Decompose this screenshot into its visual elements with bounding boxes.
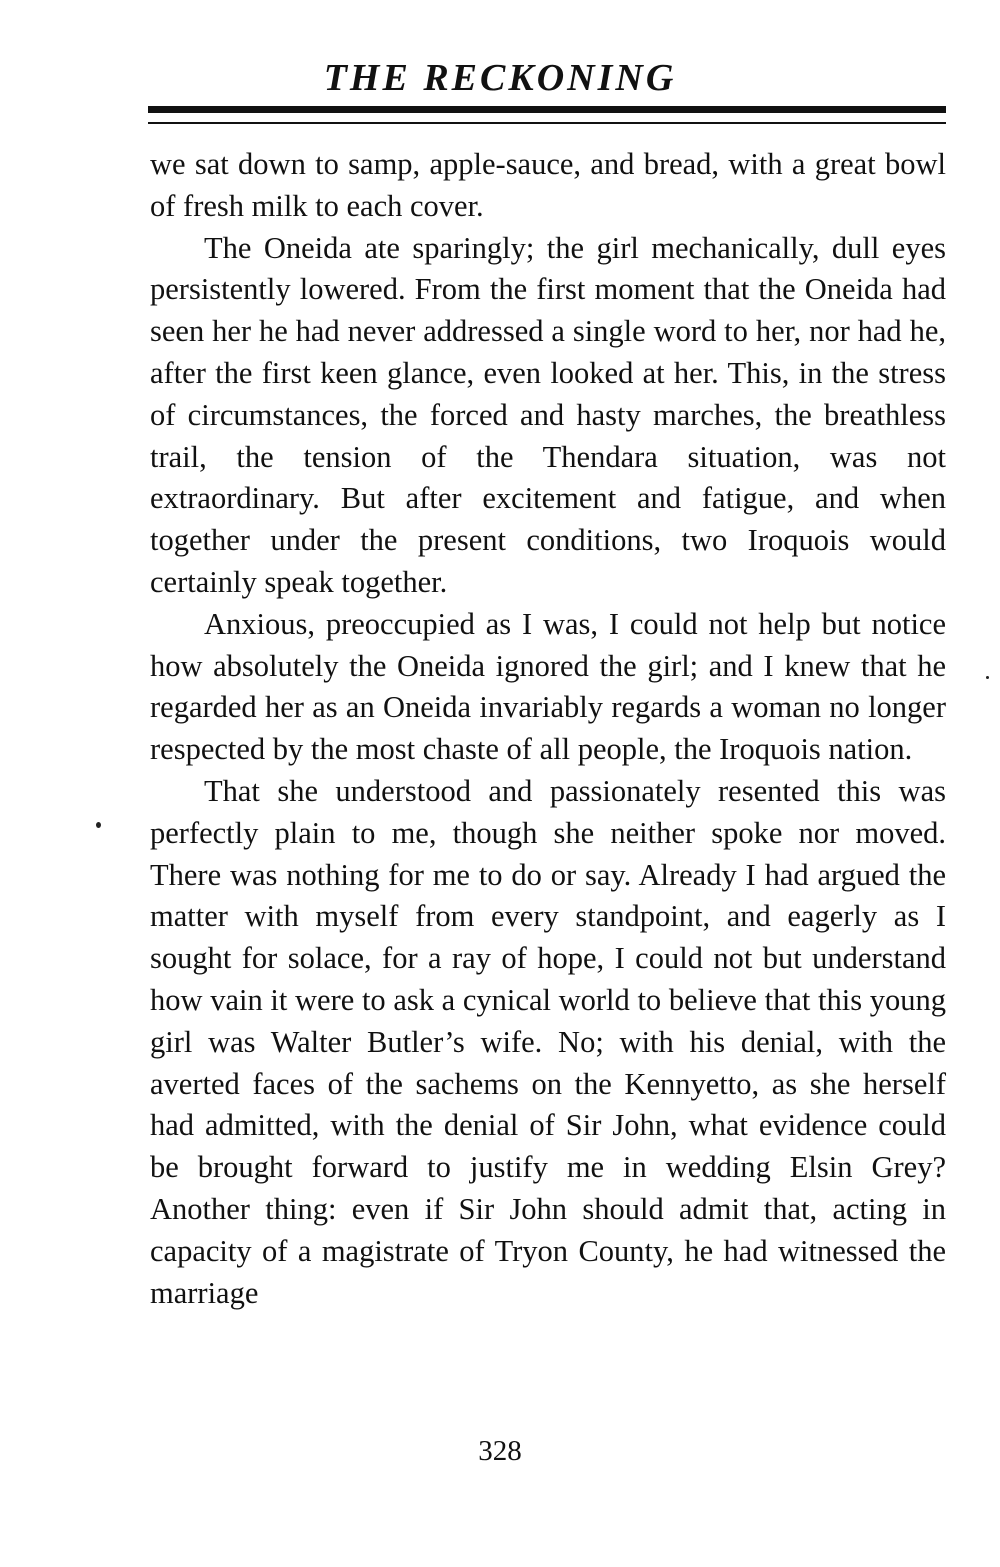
paragraph-3: Anxious, preoccupied as I was, I could not help but notice how absolutely the Oneida ignored the girl; and I knew that he regarded her as an Oneida invariably regards a woman no longer respected by the most chaste of all people, the Iroquois nation. [150, 606, 946, 767]
paragraph-1: we sat down to samp, apple-sauce, and bread, with a great bowl of fresh milk to each cover. [150, 147, 946, 223]
ink-speck [986, 676, 989, 679]
paragraph-4: That she understood and passionately resented this was perfectly plain to me, though she neither spoke nor moved. There was nothing for me to do or say. Already I had argued the matter with myself from every standpoint, and eagerly as I sought for solace, for a ray of hope, I could not but understand how vain it were to ask a cynical world to believe that this young girl was Walter Butler’s wife. No; with his denial, with the averted faces of the sachems on the Kennyetto, as she herself had admitted, with the denial of Sir John, what evidence could be brought forward to justify me in wedding Elsin Grey? Another thing: even if Sir John should admit that, acting in capacity of a magistrate of Tryon County, he had witnessed the marriage [150, 773, 946, 1310]
header-rule-thin [148, 122, 946, 124]
body-text [150, 144, 946, 1314]
ink-speck [96, 822, 101, 828]
paragraph-2: The Oneida ate sparingly; the girl mechanically, dull eyes persistently lowered. From the first moment that the Oneida had seen her he had never addressed a single word to her, nor had he, after the first keen glance, even looked at her. This, in the stress of circumstances, the forced and hasty marches, the breathless trail, the tension of the Thendara situation, was not extraordinary. But after excitement and fatigue, and when together under the present conditions, two Iroquois would certainly speak together. [150, 230, 946, 599]
page-number: 328 [478, 1435, 522, 1467]
running-head: THE RECKONING [323, 57, 677, 99]
header-rule-thick [148, 106, 946, 113]
